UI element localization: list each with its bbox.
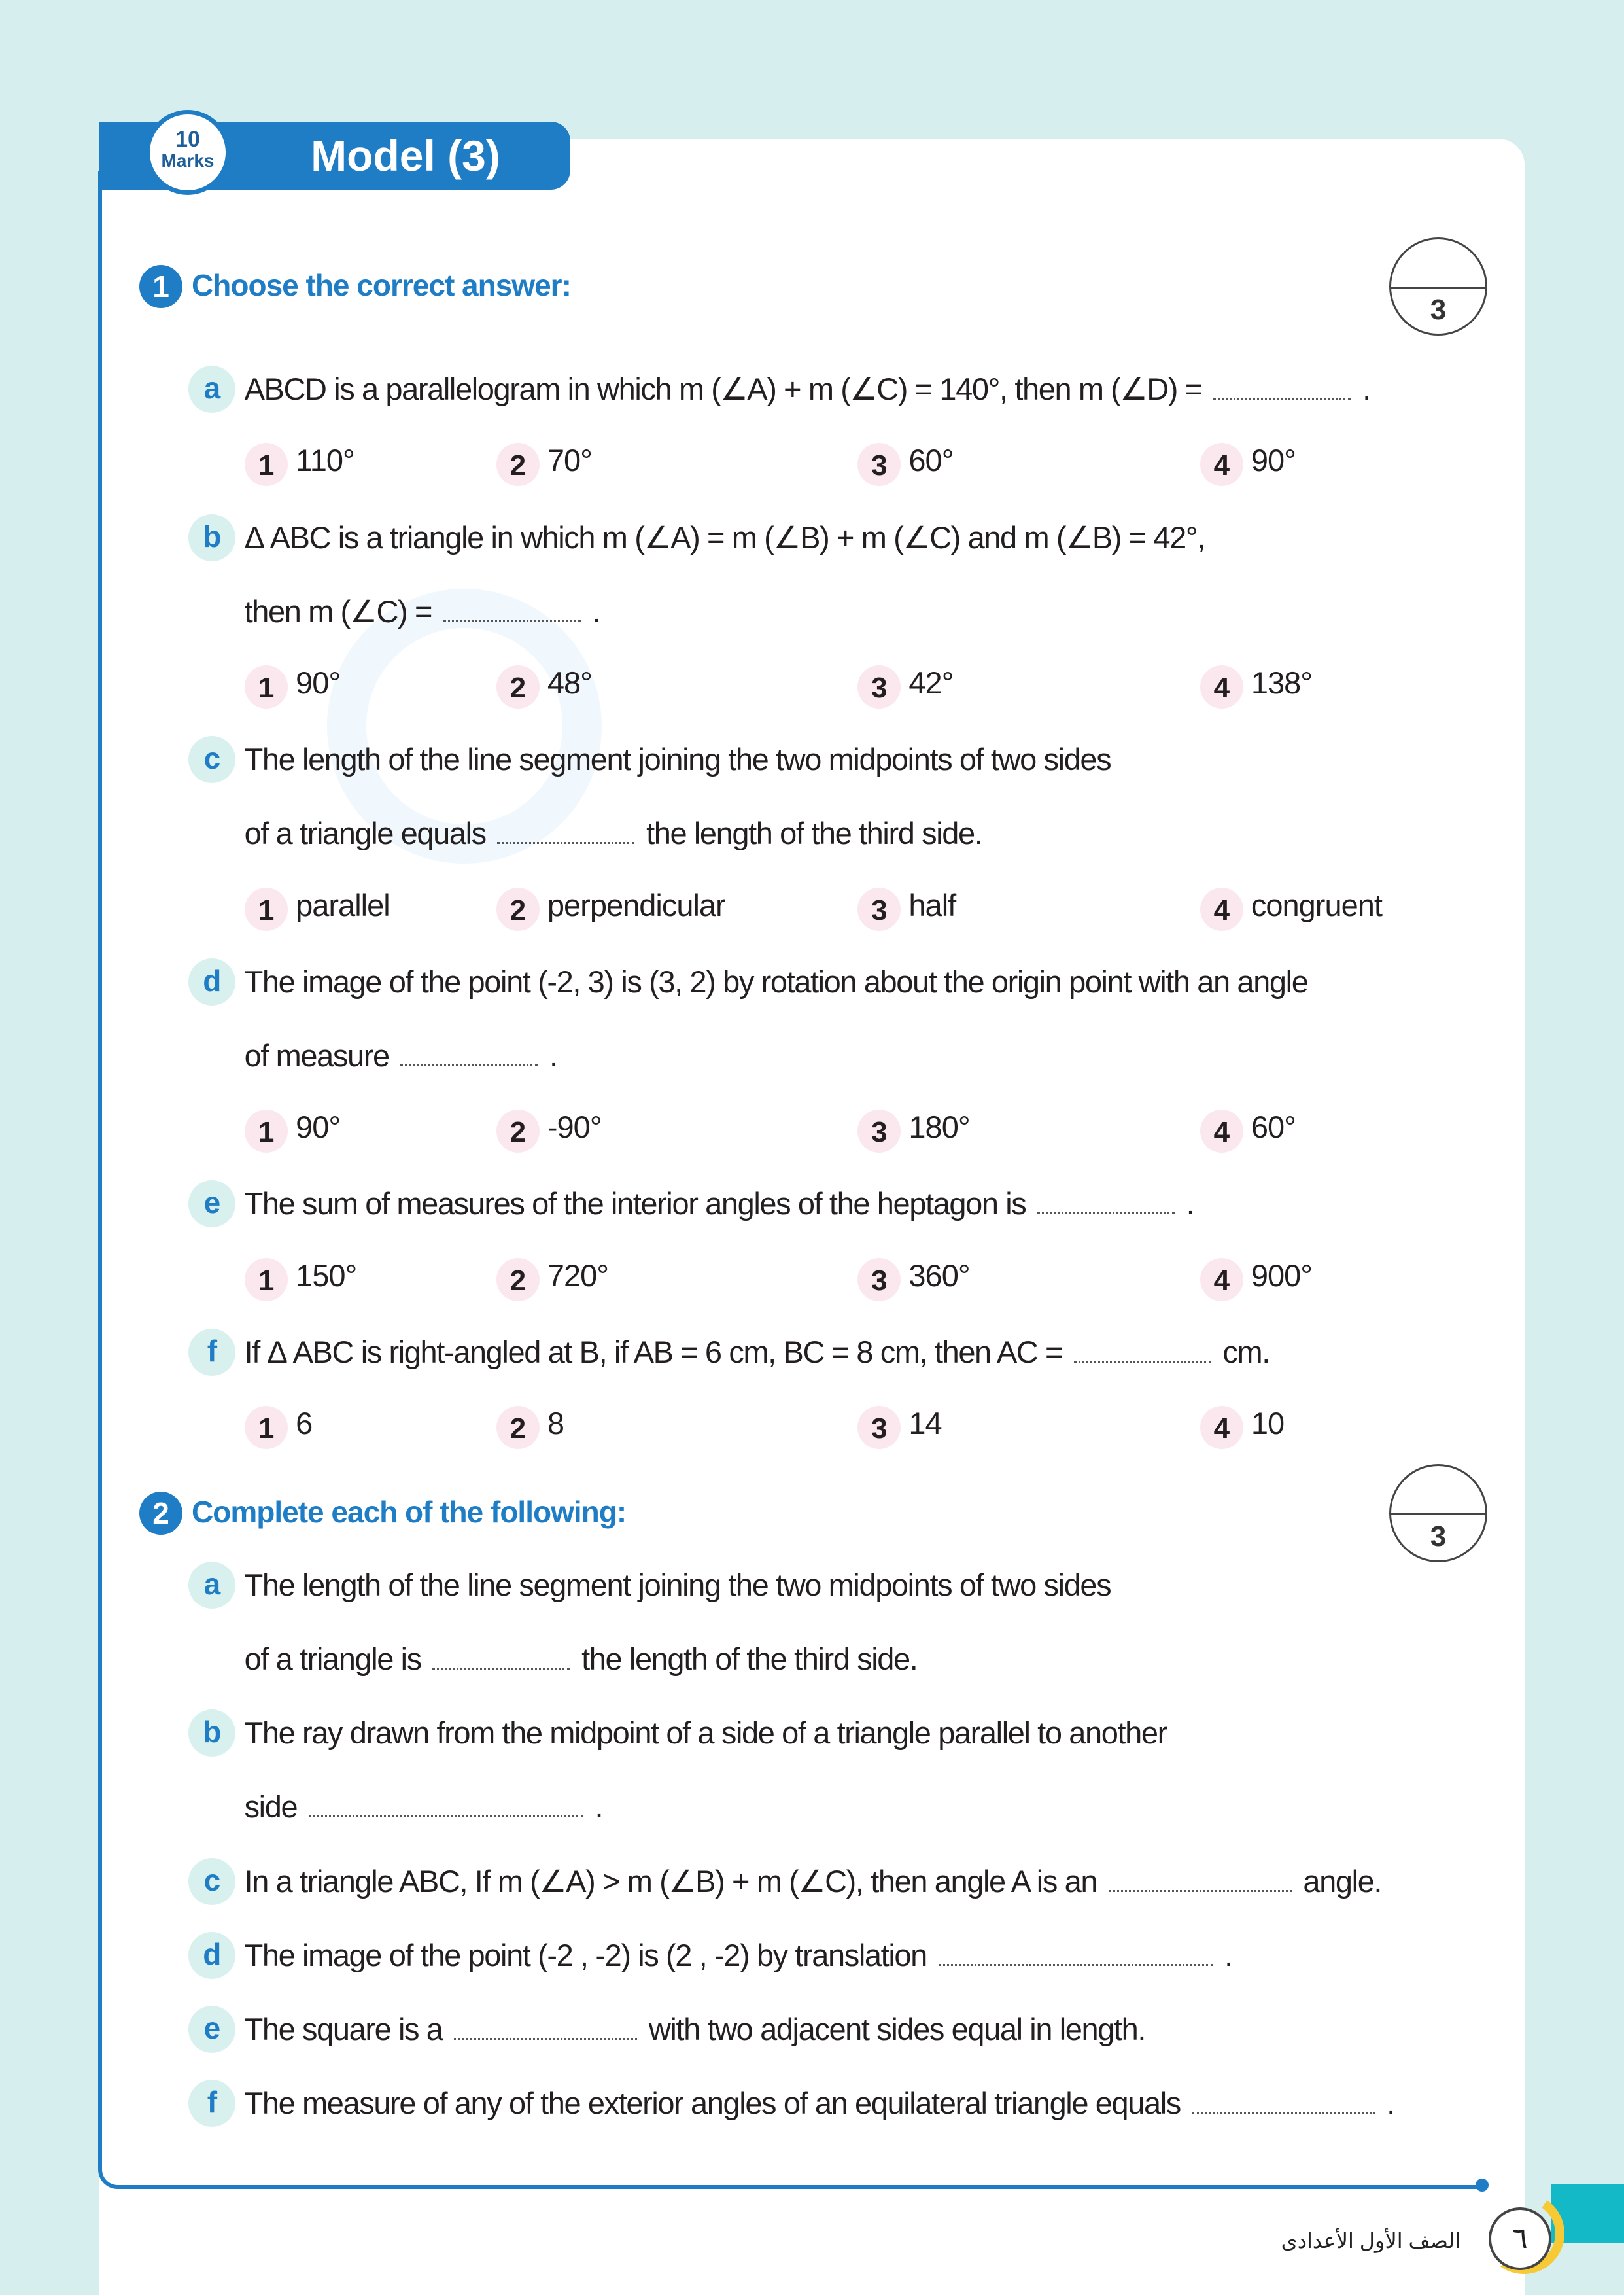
question-text <box>245 814 982 853</box>
question-text <box>245 1713 1167 1753</box>
option-text[interactable]: 14 <box>908 1405 942 1441</box>
page-title: Model (3) <box>311 131 500 180</box>
option-text[interactable]: 90° <box>296 1110 341 1145</box>
text-segment: . <box>587 1789 603 1825</box>
answer-blank[interactable] <box>1192 2088 1375 2114</box>
text-segment: The measure of any of the exterior angles of an equilateral triangle equals <box>244 2086 1188 2121</box>
option-text[interactable]: 90° <box>1251 443 1296 478</box>
option-text[interactable]: 42° <box>908 665 954 701</box>
option-number[interactable]: 3 <box>857 1406 901 1449</box>
question-letter: b <box>188 1709 235 1757</box>
text-segment: If Δ ABC is right-angled at B, if AB = 6 cm, BC = 8 cm, then AC = <box>244 1334 1070 1369</box>
score-divider <box>1391 1513 1485 1515</box>
frame-end-dot <box>1476 2179 1489 2192</box>
question-text <box>245 1036 557 1076</box>
option-number[interactable]: 2 <box>496 1406 540 1449</box>
option-text[interactable]: 8 <box>547 1405 564 1441</box>
text-segment: The sum of measures of the interior angles of the heptagon is <box>244 1186 1034 1221</box>
text-segment: side <box>244 1789 305 1825</box>
question-text <box>245 962 1308 1002</box>
option-number[interactable]: 4 <box>1200 1258 1243 1301</box>
question-text <box>245 1862 1382 1901</box>
option-number[interactable]: 2 <box>496 888 540 931</box>
grade-label: الصف الأول الأعدادى <box>1281 2229 1460 2252</box>
question-text <box>245 370 1370 409</box>
text-segment: . <box>1217 1937 1232 1972</box>
option-text[interactable]: 900° <box>1251 1257 1313 1293</box>
question-text <box>245 740 1111 779</box>
option-number[interactable]: 2 <box>496 665 540 709</box>
text-segment: The square is a <box>244 2012 451 2047</box>
text-segment: with two adjacent sides equal in length. <box>641 2012 1146 2047</box>
option-number[interactable]: 2 <box>496 1110 540 1153</box>
option-number[interactable]: 4 <box>1200 665 1243 709</box>
question-letter: d <box>188 958 235 1006</box>
question-text <box>245 2084 1394 2123</box>
marks-badge <box>145 110 230 195</box>
question-text <box>245 592 600 631</box>
text-segment: of measure <box>244 1038 397 1073</box>
question-text <box>245 1566 1111 1605</box>
answer-blank[interactable] <box>443 597 581 622</box>
answer-blank[interactable] <box>400 1041 538 1066</box>
option-text[interactable]: perpendicular <box>547 887 725 922</box>
text-segment: . <box>542 1038 557 1073</box>
section-title: Complete each of the following: <box>192 1495 627 1530</box>
option-number[interactable]: 3 <box>857 443 901 486</box>
option-text[interactable]: 60° <box>1251 1110 1296 1145</box>
option-number[interactable]: 1 <box>245 1258 288 1301</box>
score-box <box>1389 237 1487 336</box>
answer-blank[interactable] <box>1213 374 1351 400</box>
text-segment: . <box>1179 1186 1194 1221</box>
question-letter: c <box>188 1858 235 1905</box>
option-number[interactable]: 3 <box>857 665 901 709</box>
question-text <box>245 2010 1145 2049</box>
option-text[interactable]: 180° <box>908 1110 970 1145</box>
score-value: 3 <box>1430 1520 1447 1553</box>
option-text[interactable]: half <box>908 887 956 922</box>
option-text[interactable]: 110° <box>296 443 354 478</box>
text-segment: In a triangle ABC, If m (∠A) > m (∠B) + m (∠C), then angle A is an <box>244 1863 1105 1899</box>
text-segment: The image of the point (-2, 3) is (3, 2) by rotation about the origin point with an angle <box>244 964 1308 999</box>
score-value: 3 <box>1430 294 1447 326</box>
option-number[interactable]: 4 <box>1200 1110 1243 1153</box>
text-segment: . <box>1379 2086 1394 2121</box>
text-segment: cm. <box>1215 1334 1270 1369</box>
text-segment: . <box>1355 372 1370 407</box>
option-text[interactable]: 720° <box>547 1257 609 1293</box>
text-segment: The length of the line segment joining the two midpoints of two sides <box>244 1567 1111 1602</box>
text-segment: then m (∠C) = <box>244 593 440 629</box>
text-segment: The ray drawn from the midpoint of a side of a triangle parallel to another <box>244 1715 1167 1751</box>
question-text <box>245 1184 1194 1223</box>
score-divider <box>1391 287 1485 289</box>
option-text[interactable]: 360° <box>908 1257 970 1293</box>
section-title: Choose the correct answer: <box>192 268 571 303</box>
option-text[interactable]: 48° <box>547 665 592 701</box>
score-box <box>1389 1464 1487 1562</box>
text-segment: ABCD is a parallelogram in which m (∠A) + m (∠C) = 140°, then m (∠D) = <box>244 372 1210 407</box>
text-segment: the length of the third side. <box>638 816 982 851</box>
question-letter: d <box>188 1932 235 1979</box>
option-text[interactable]: 70° <box>547 443 592 478</box>
option-text[interactable]: parallel <box>296 887 390 922</box>
option-text[interactable]: -90° <box>547 1110 602 1145</box>
text-segment: The length of the line segment joining the two midpoints of two sides <box>244 742 1111 777</box>
question-letter: e <box>188 2006 235 2053</box>
question-letter: f <box>188 1329 235 1376</box>
option-number[interactable]: 4 <box>1200 443 1243 486</box>
option-number[interactable]: 2 <box>496 1258 540 1301</box>
option-number[interactable]: 3 <box>857 888 901 931</box>
text-segment: The image of the point (-2 , -2) is (2 , -2) by translation <box>244 1937 935 1972</box>
option-number[interactable]: 1 <box>245 1406 288 1449</box>
option-text[interactable]: congruent <box>1251 887 1382 922</box>
option-number[interactable]: 1 <box>245 443 288 486</box>
question-text <box>245 518 1205 557</box>
option-number[interactable]: 1 <box>245 888 288 931</box>
option-number[interactable]: 3 <box>857 1110 901 1153</box>
option-text[interactable]: 60° <box>908 443 954 478</box>
option-text[interactable]: 6 <box>296 1405 313 1441</box>
option-number[interactable]: 4 <box>1200 1406 1243 1449</box>
page-number: ٦ <box>1489 2207 1551 2270</box>
question-letter: c <box>188 736 235 783</box>
option-number[interactable]: 4 <box>1200 888 1243 931</box>
answer-blank[interactable] <box>1074 1337 1211 1363</box>
question-letter: f <box>188 2080 235 2127</box>
option-number[interactable]: 1 <box>245 665 288 709</box>
answer-blank[interactable] <box>497 818 634 844</box>
question-letter: a <box>188 1562 235 1609</box>
option-text[interactable]: 90° <box>296 665 341 701</box>
answer-blank[interactable] <box>454 2014 637 2040</box>
question-letter: a <box>188 366 235 413</box>
section-number: 2 <box>139 1492 182 1535</box>
answer-blank[interactable] <box>1037 1189 1175 1214</box>
question-text <box>245 1936 1232 1975</box>
answer-blank[interactable] <box>309 1792 583 1817</box>
text-segment: of a triangle is <box>244 1641 429 1677</box>
answer-blank[interactable] <box>1109 1866 1292 1892</box>
question-letter: b <box>188 514 235 561</box>
option-text[interactable]: 10 <box>1251 1405 1285 1441</box>
option-number[interactable]: 1 <box>245 1110 288 1153</box>
text-segment: Δ ABC is a triangle in which m (∠A) = m (∠B) + m (∠C) and m (∠B) = 42°, <box>244 519 1205 555</box>
marks-value: 10 <box>175 127 200 152</box>
answer-blank[interactable] <box>432 1644 570 1670</box>
marks-label: Marks <box>161 150 215 171</box>
question-text <box>245 1787 603 1827</box>
text-segment: the length of the third side. <box>574 1641 918 1677</box>
option-text[interactable]: 150° <box>296 1257 357 1293</box>
question-letter: e <box>188 1180 235 1227</box>
answer-blank[interactable] <box>939 1940 1213 1966</box>
text-segment: of a triangle equals <box>244 816 494 851</box>
option-number[interactable]: 2 <box>496 443 540 486</box>
section-number: 1 <box>139 265 182 308</box>
option-text[interactable]: 138° <box>1251 665 1313 701</box>
option-number[interactable]: 3 <box>857 1258 901 1301</box>
text-segment: . <box>584 593 600 629</box>
text-segment: angle. <box>1295 1863 1382 1899</box>
question-text <box>245 1333 1270 1372</box>
question-text <box>245 1639 918 1679</box>
